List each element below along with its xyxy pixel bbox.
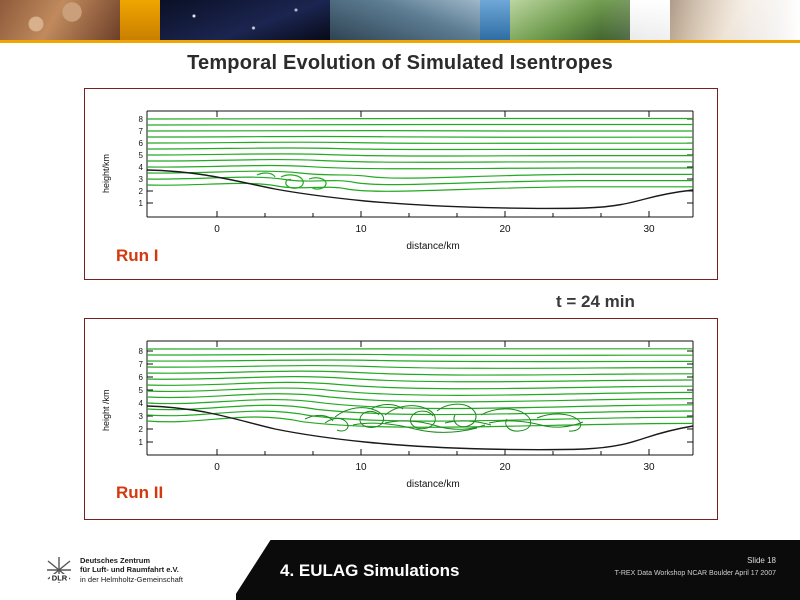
x-axis-ticks-run-1 [217, 111, 649, 217]
banner-image-space [160, 0, 330, 40]
page-title: Temporal Evolution of Simulated Isentropes [187, 52, 613, 74]
svg-text:30: 30 [643, 224, 655, 235]
svg-text:10: 10 [355, 462, 367, 473]
svg-text:30: 30 [643, 462, 655, 473]
banner-image-aircraft [330, 0, 480, 40]
svg-text:6: 6 [138, 373, 143, 382]
x-axis-labels-run-1 [214, 224, 655, 235]
dlr-line-3: in der Helmholtz-Gemeinschaft [80, 574, 183, 584]
axes-frame-run-2 [147, 341, 693, 455]
dlr-logo-icon [44, 555, 74, 585]
slide-number: Slide 18 [747, 556, 776, 565]
svg-text:5: 5 [138, 151, 143, 160]
terrain-profile-run-1 [147, 170, 693, 208]
footer-meta-text: T-REX Data Workshop NCAR Boulder April 17 2007 [614, 570, 776, 577]
run-2-label: Run II [116, 483, 164, 502]
isentrope-lines-run-2 [147, 349, 693, 428]
time-annotation: t = 24 min [556, 292, 635, 311]
y-axis-title-run-2: height /km [101, 389, 111, 431]
svg-text:20: 20 [499, 224, 511, 235]
x-axis-title-run-2: distance/km [406, 479, 460, 490]
svg-text:0: 0 [214, 224, 220, 235]
svg-text:3: 3 [138, 412, 143, 421]
chart-panel-run-2 [84, 318, 718, 520]
y-axis-title-run-1: height/km [101, 153, 111, 193]
svg-text:4: 4 [138, 399, 143, 408]
svg-text:7: 7 [138, 360, 143, 369]
svg-text:7: 7 [138, 127, 143, 136]
svg-text:10: 10 [355, 224, 367, 235]
run-1-label: Run I [116, 246, 159, 265]
svg-text:8: 8 [138, 115, 143, 124]
banner-accent-blue [480, 0, 510, 40]
svg-text:6: 6 [138, 139, 143, 148]
dlr-logo-text [80, 556, 183, 584]
svg-text:1: 1 [138, 199, 143, 208]
svg-text:2: 2 [138, 425, 143, 434]
banner-accent-rule [0, 40, 800, 43]
y-axis-labels-run-1 [139, 115, 144, 208]
svg-text:20: 20 [499, 462, 511, 473]
svg-text:3: 3 [138, 175, 143, 184]
x-axis-ticks-run-2 [217, 341, 649, 455]
banner-accent-orange [120, 0, 160, 40]
chart-panel-run-1 [84, 88, 718, 280]
chart-svg-run-1 [85, 89, 715, 277]
x-axis-title-run-1: distance/km [406, 241, 460, 252]
banner-fade-overlay [600, 0, 800, 40]
svg-text:8: 8 [138, 347, 143, 356]
svg-text:1: 1 [138, 438, 143, 447]
dlr-logo [44, 548, 234, 592]
axes-frame-run-1 [147, 111, 693, 217]
dlr-line-1: Deutsches Zentrum [80, 555, 151, 565]
isentrope-lines-run-1 [147, 118, 693, 191]
x-axis-labels-run-2 [214, 462, 655, 473]
decorative-top-banner [0, 0, 800, 40]
chart-svg-run-2 [85, 319, 715, 517]
y-axis-labels-run-2 [139, 347, 144, 447]
svg-text:4: 4 [138, 163, 143, 172]
svg-text:5: 5 [138, 386, 143, 395]
svg-text:0: 0 [214, 462, 220, 473]
svg-text:2: 2 [138, 187, 143, 196]
footer-section-title: 4. EULAG Simulations [280, 561, 460, 580]
svg-text:DLR: DLR [51, 573, 68, 583]
dlr-line-2: für Luft- und Raumfahrt e.V. [80, 565, 179, 575]
banner-image-planet [0, 0, 120, 40]
